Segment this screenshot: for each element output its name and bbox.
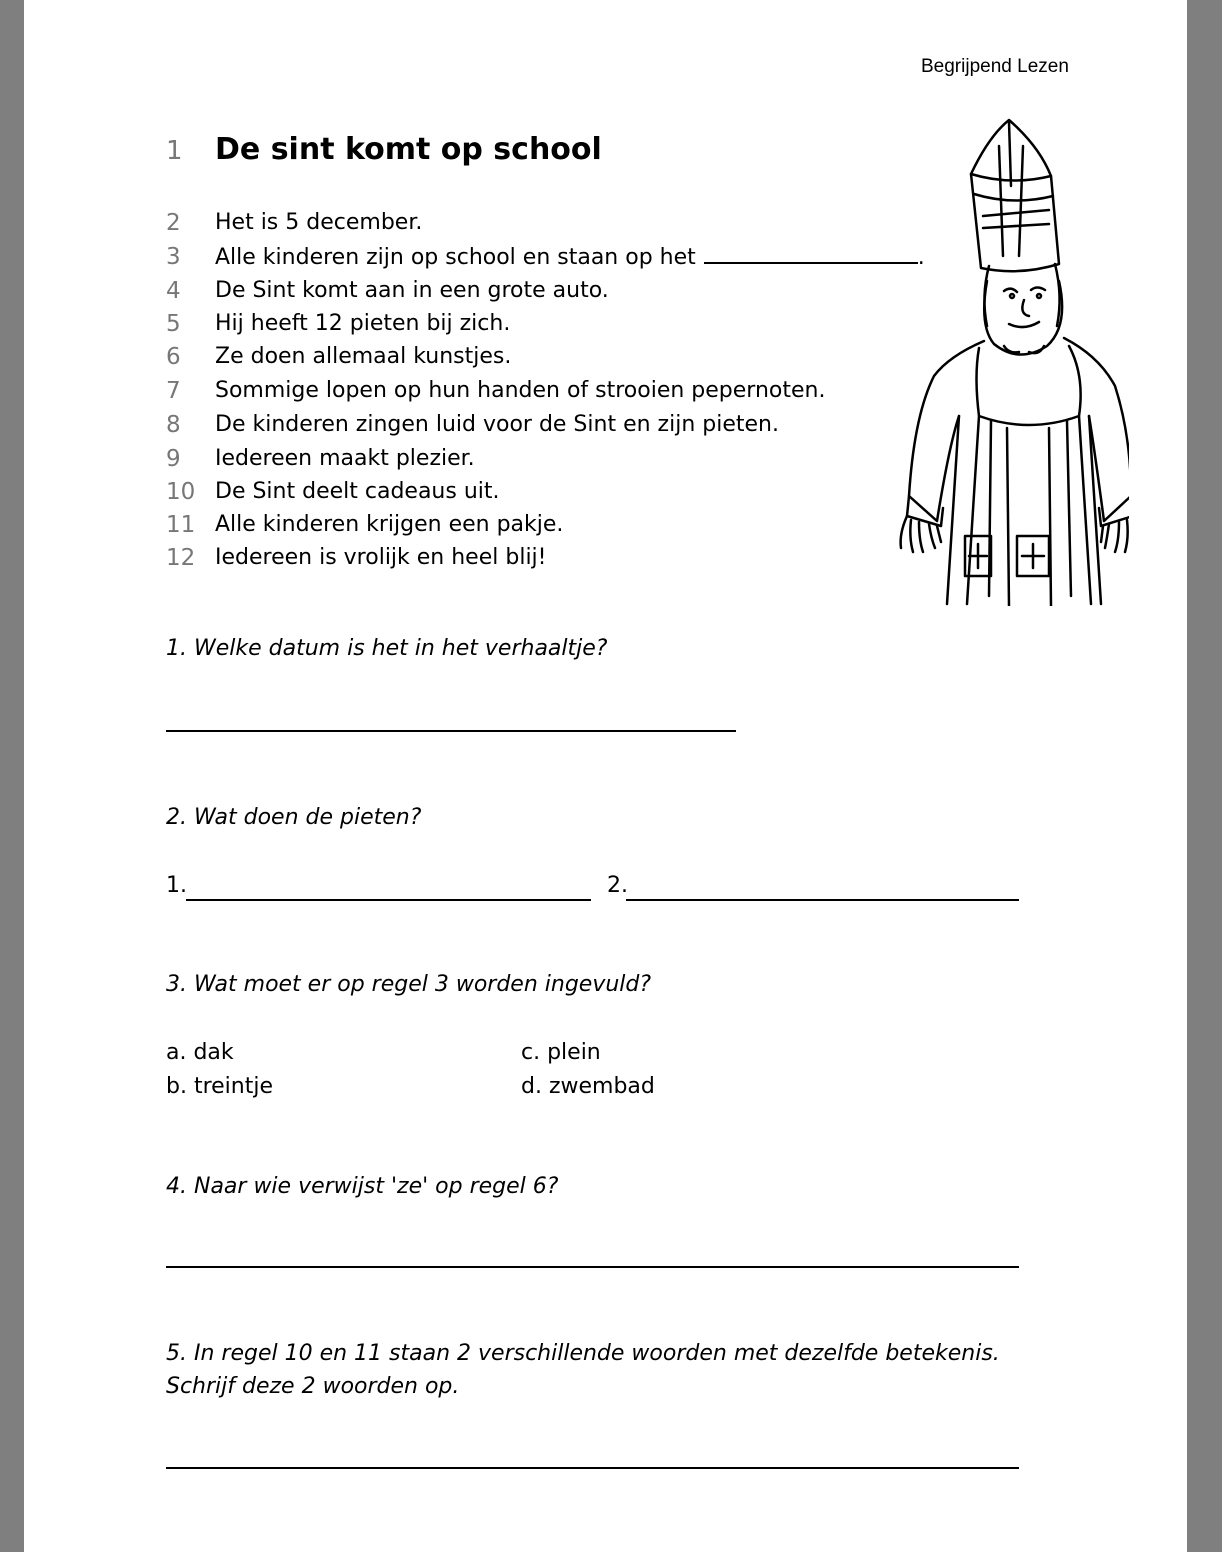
line-text: Alle kinderen zijn op school en staan op het: [215, 245, 696, 270]
line-number: 2: [166, 210, 181, 236]
line-number: 4: [166, 278, 181, 304]
line-text-with-blank: [215, 244, 925, 270]
line-number: 9: [166, 446, 181, 472]
line-number: 11: [166, 512, 196, 538]
line-number: 12: [166, 545, 196, 571]
option-c[interactable]: c. plein: [521, 1040, 601, 1065]
header-label: Begrijpend Lezen: [921, 56, 1069, 77]
sinterklaas-illustration: [879, 116, 1129, 606]
option-a[interactable]: a. dak: [166, 1040, 234, 1065]
answer-label-1: 1.: [166, 873, 187, 898]
line-number: 5: [166, 311, 181, 337]
line-text: De kinderen zingen luid voor de Sint en zijn pieten.: [215, 412, 779, 437]
line-text: Sommige lopen op hun handen of strooien pepernoten.: [215, 378, 826, 403]
answer-line-q4[interactable]: [166, 1266, 1019, 1268]
worksheet-page: [24, 0, 1187, 1552]
answer-line-q1[interactable]: [166, 730, 736, 732]
line-number: 10: [166, 479, 196, 505]
line-text: Iedereen is vrolijk en heel blij!: [215, 545, 547, 570]
answer-line-q2-2[interactable]: [626, 899, 1019, 901]
question-3: 3. Wat moet er op regel 3 worden ingevuld?: [166, 972, 652, 997]
line-text: Ze doen allemaal kunstjes.: [215, 344, 512, 369]
answer-label-2: 2.: [607, 873, 628, 898]
line-text: Het is 5 december.: [215, 210, 423, 235]
question-2: 2. Wat doen de pieten?: [166, 805, 422, 830]
line-text: De Sint komt aan in een grote auto.: [215, 278, 609, 303]
line-text: Alle kinderen krijgen een pakje.: [215, 512, 564, 537]
line-number: 3: [166, 244, 181, 270]
line-suffix: .: [917, 245, 925, 270]
line-text: Hij heeft 12 pieten bij zich.: [215, 311, 511, 336]
question-4: 4. Naar wie verwijst 'ze' op regel 6?: [166, 1174, 559, 1199]
line-number: 6: [166, 344, 181, 370]
line-text: De Sint deelt cadeaus uit.: [215, 479, 500, 504]
option-b[interactable]: b. treintje: [166, 1074, 274, 1099]
line-number: 1: [166, 136, 183, 166]
question-1: 1. Welke datum is het in het verhaaltje?: [166, 636, 608, 661]
story-title: De sint komt op school: [215, 132, 602, 167]
answer-line-q2-1[interactable]: [186, 899, 591, 901]
line-number: 8: [166, 412, 181, 438]
question-5-line-1: 5. In regel 10 en 11 staan 2 verschillende woorden met dezelfde betekenis.: [166, 1341, 1000, 1366]
question-5-line-2: Schrijf deze 2 woorden op.: [166, 1374, 460, 1399]
option-d[interactable]: d. zwembad: [521, 1074, 655, 1099]
line-text: Iedereen maakt plezier.: [215, 446, 475, 471]
answer-line-q5[interactable]: [166, 1467, 1019, 1469]
line-number: 7: [166, 378, 181, 404]
